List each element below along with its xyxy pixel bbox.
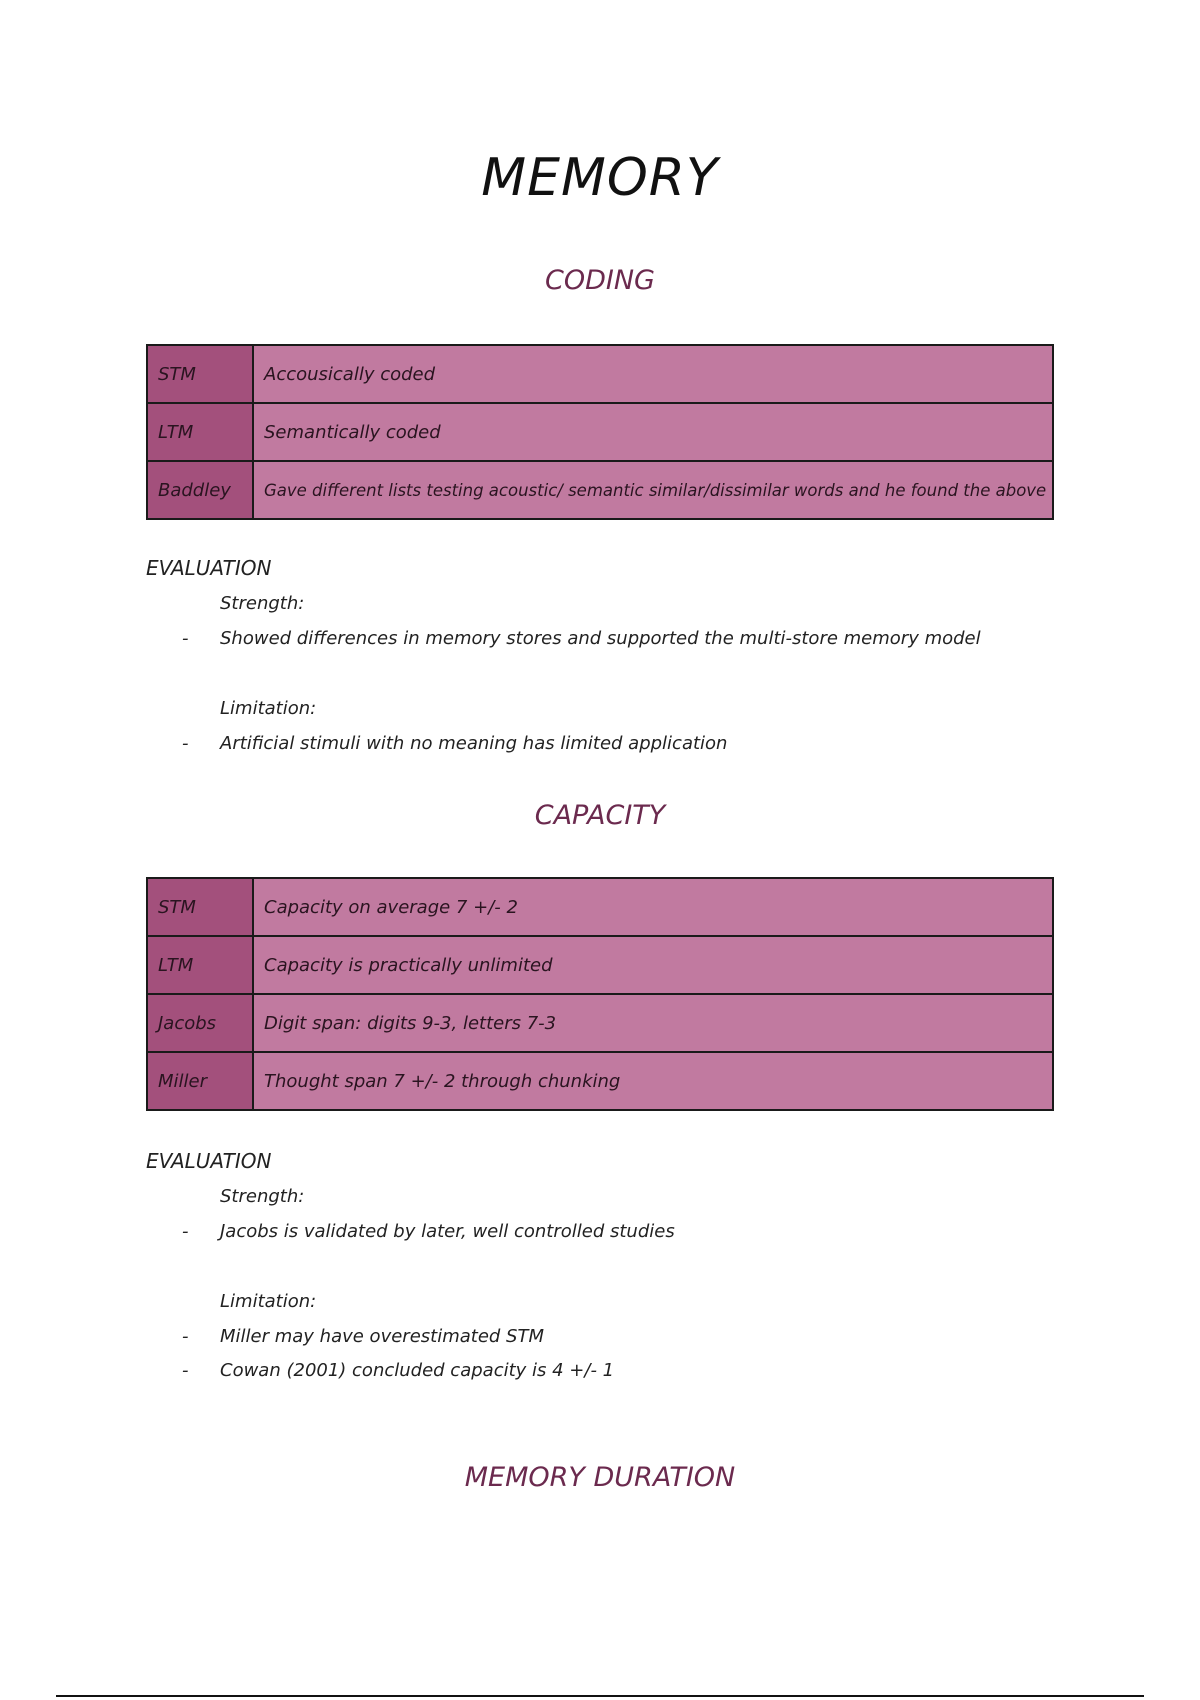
table-value-cell: Capacity on average 7 +/- 2	[253, 878, 1053, 936]
bullet-text: Jacobs is validated by later, well controlled studies	[220, 1221, 675, 1242]
table-value-cell: Digit span: digits 9-3, letters 7-3	[253, 994, 1053, 1052]
bullet-marker: -	[182, 628, 189, 649]
strength-label: Strength:	[220, 1186, 305, 1207]
section-title-coding: CODING	[545, 265, 655, 296]
bullet-marker: -	[182, 1221, 189, 1242]
page-bottom-rule	[56, 1695, 1144, 1697]
table-row	[147, 403, 1053, 461]
section-title-capacity: CAPACITY	[534, 800, 666, 831]
table-row	[147, 994, 1053, 1052]
strength-bullet	[182, 1221, 675, 1242]
limitation-label: Limitation:	[220, 698, 317, 719]
table-value-cell: Capacity is practically unlimited	[253, 936, 1053, 994]
table-row	[147, 345, 1053, 403]
table-value-cell: Accousically coded	[253, 345, 1053, 403]
table-value-cell: Gave different lists testing acoustic/ semantic similar/dissimilar words and he found the above	[253, 461, 1053, 519]
section-title-duration: MEMORY DURATION	[464, 1462, 736, 1493]
table-key-cell: Baddley	[147, 461, 253, 519]
evaluation-heading: EVALUATION	[146, 1149, 272, 1173]
table-row	[147, 461, 1053, 519]
table-key-cell: LTM	[147, 936, 253, 994]
bullet-text: Miller may have overestimated STM	[220, 1326, 544, 1347]
limitation-bullet	[182, 1326, 544, 1347]
bullet-text: Artificial stimuli with no meaning has limited application	[220, 733, 728, 754]
bullet-marker: -	[182, 733, 189, 754]
bullet-marker: -	[182, 1360, 189, 1381]
strength-bullet	[182, 628, 981, 649]
capacity-table	[146, 877, 1054, 1111]
evaluation-heading: EVALUATION	[146, 556, 272, 580]
bullet-text: Showed differences in memory stores and supported the multi-store memory model	[220, 628, 981, 649]
limitation-bullet	[182, 733, 727, 754]
table-key-cell: Miller	[147, 1052, 253, 1110]
table-row	[147, 878, 1053, 936]
coding-table	[146, 344, 1054, 520]
table-row	[147, 936, 1053, 994]
table-value-cell: Thought span 7 +/- 2 through chunking	[253, 1052, 1053, 1110]
strength-label: Strength:	[220, 593, 305, 614]
page-title: MEMORY	[481, 148, 719, 208]
limitation-label: Limitation:	[220, 1291, 317, 1312]
table-row	[147, 1052, 1053, 1110]
limitation-bullet	[182, 1360, 614, 1381]
table-key-cell: LTM	[147, 403, 253, 461]
bullet-text: Cowan (2001) concluded capacity is 4 +/- 1	[220, 1360, 615, 1381]
table-key-cell: STM	[147, 345, 253, 403]
table-key-cell: Jacobs	[147, 994, 253, 1052]
table-key-cell: STM	[147, 878, 253, 936]
table-value-cell: Semantically coded	[253, 403, 1053, 461]
bullet-marker: -	[182, 1326, 189, 1347]
